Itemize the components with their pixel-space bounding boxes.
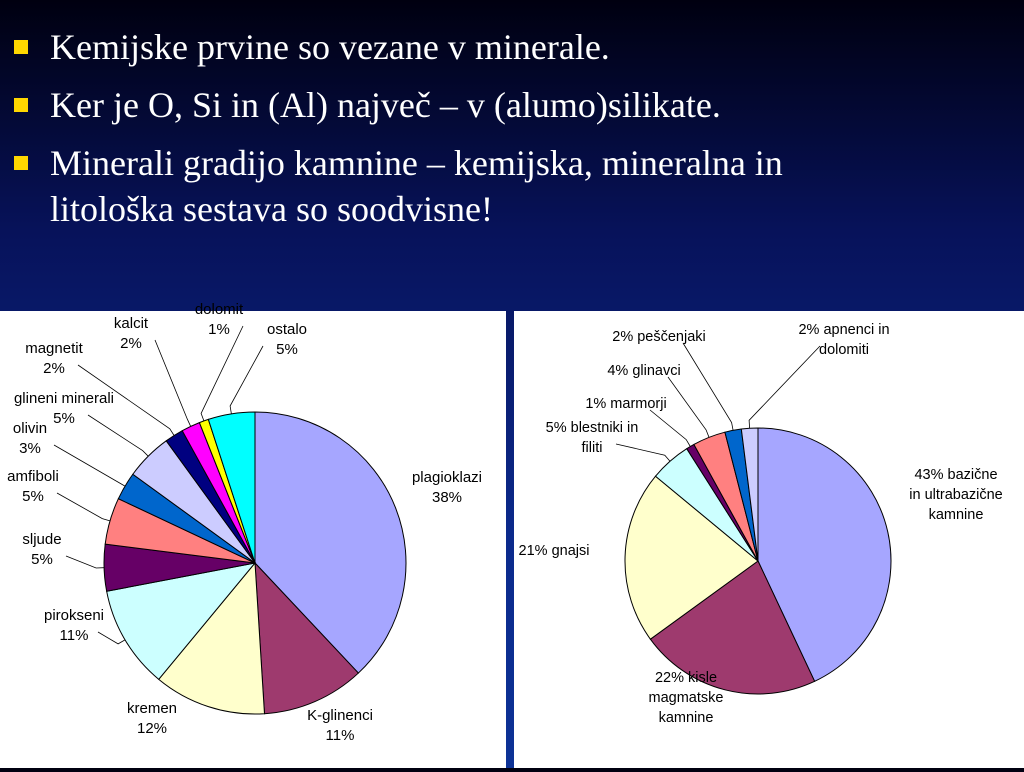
pie-slices [104, 412, 406, 714]
mineral-leader-4 [66, 556, 104, 568]
bullet-square-icon [14, 40, 28, 54]
bullet-text: Ker je O, Si in (Al) največ – v (alumo)silikate. [50, 85, 721, 125]
rock-leader-4 [650, 410, 690, 447]
bullet-item-3 [0, 140, 1024, 232]
mineral-label-2: kremen 12% [126, 700, 178, 737]
mineral-leader-5 [57, 493, 110, 521]
rock-label-6: 2% peščenjaki [612, 329, 706, 345]
mineral-label-3: pirokseni 11% [43, 607, 105, 644]
rock-leader-7 [749, 346, 820, 428]
mineral-leader-6 [54, 445, 125, 486]
mineral-label-0: plagioklazi 38% [411, 469, 483, 506]
mineral-label-10: dolomit 1% [194, 301, 244, 338]
bullet-list [0, 24, 1024, 244]
mineral-leader-9 [155, 340, 191, 426]
rocks-pie-chart [514, 311, 1024, 768]
rock-leader-3 [616, 444, 670, 461]
rock-label-4: 1% marmorji [585, 396, 667, 412]
mineral-label-4: sljude 5% [22, 531, 62, 568]
mineral-label-1: K-glinenci 11% [307, 707, 373, 744]
mineral-leader-10 [201, 326, 243, 421]
mineral-leader-11 [230, 346, 263, 414]
minerals-pie-panel [0, 301, 506, 768]
rock-leader-6 [683, 343, 733, 430]
bullet-square-icon [14, 98, 28, 112]
bullet-text: Kemijske prvine so vezane v minerale. [50, 27, 610, 67]
mineral-leader-7 [88, 415, 148, 456]
mineral-label-6: olivin 3% [12, 420, 48, 457]
pie-slices [625, 428, 891, 694]
mineral-label-5: amfiboli 5% [7, 468, 59, 505]
bullet-text-continued: litološka sestava so soodvisne! [50, 189, 493, 229]
bullet-square-icon [14, 156, 28, 170]
mineral-label-7: glineni minerali 5% [13, 390, 115, 427]
rock-label-2: 21% gnajsi [518, 543, 590, 559]
minerals-pie-chart [0, 301, 506, 768]
bullet-text: Minerali gradijo kamnine – kemijska, mineralna in [50, 143, 783, 183]
rock-label-0: 43% bazične in ultrabazične kamnine [909, 467, 1003, 523]
bullet-item-2 [0, 82, 1024, 128]
mineral-label-8: magnetit 2% [25, 340, 83, 377]
bullet-item-1 [0, 24, 1024, 70]
rocks-pie-panel [514, 311, 1024, 768]
rock-label-1: 22% kisle magmatske kamnine [648, 670, 724, 726]
rock-label-5: 4% glinavci [607, 363, 681, 379]
mineral-leader-3 [98, 632, 125, 644]
rock-label-3: 5% blestniki in filiti [545, 420, 639, 456]
mineral-label-9: kalcit 2% [113, 315, 149, 352]
mineral-label-11: ostalo 5% [266, 321, 308, 358]
rock-label-7: 2% apnenci in dolomiti [798, 322, 890, 358]
rock-leader-5 [668, 377, 709, 437]
